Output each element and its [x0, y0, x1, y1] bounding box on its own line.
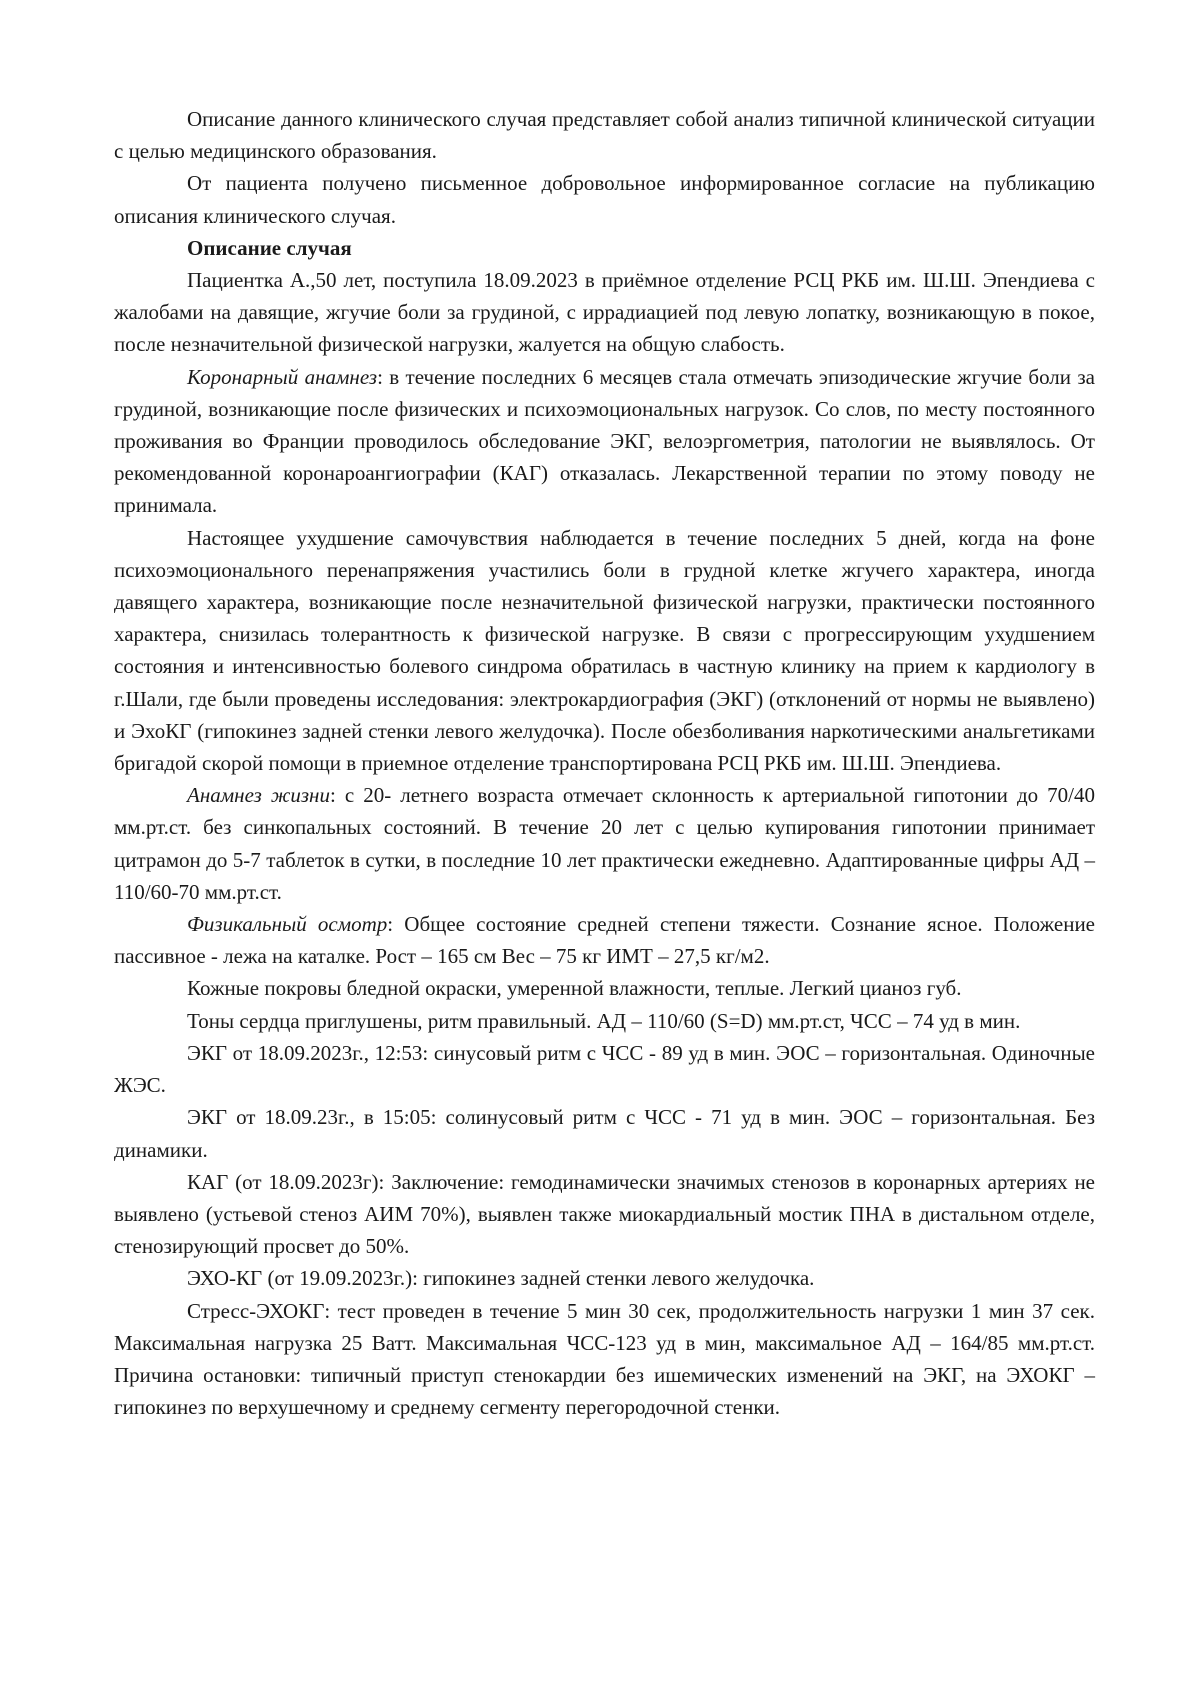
life-history-label: Анамнез жизни — [187, 783, 330, 808]
paragraph-physical-exam — [114, 908, 1095, 972]
paragraph-ecg-1: ЭКГ от 18.09.2023г., 12:53: синусовый ритм с ЧСС - 89 уд в мин. ЭОС – горизонтальная. Одиночные ЖЭС. — [114, 1040, 1095, 1098]
coronary-history-text: : в течение последних 6 месяцев стала отмечать эпизодические жгучие боли за грудиной, возникающие после физических и психоэмоциональных нагрузок. Со слов, по месту постоянного проживания во Франции проводилось обследование ЭКГ, велоэргометрия, патологии не выявлялось. От рекомендованной коронароангиографии (КАГ) отказалась. Лекарственной терапии по этому поводу не принимала. — [114, 364, 1095, 518]
paragraph-present-illness: Настоящее ухудшение самочувствия наблюдается в течение последних 5 дней, когда на фоне психоэмоционального перенапряжения участились боли в грудной клетке жгучего характера, иногда давящего характера, возникающие после незначительной физической нагрузки, практически постоянного характера, снизилась толерантность к физической нагрузке. В связи с прогрессирующим ухудшением состояния и интенсивностью болевого синдрома обратилась в частную клинику на прием к кардиологу в г.Шали, где были проведены исследования: электрокардиография (ЭКГ) (отклонений от нормы не выявлено) и ЭхоКГ (гипокинез задней стенки левого желудочка). После обезболивания наркотическими анальгетиками бригадой скорой помощи в приемное отделение транспортирована РСЦ РКБ им. Ш.Ш. Эпендиева. — [114, 525, 1095, 776]
paragraph-ecg-2: ЭКГ от 18.09.23г., в 15:05: солинусовый ритм с ЧСС - 71 уд в мин. ЭОС – горизонтальная. Без динамики. — [114, 1105, 1095, 1162]
coronary-history-label: Коронарный анамнез — [187, 364, 378, 389]
physical-exam-text: : Общее состояние средней степени тяжести. Сознание ясное. Положение пассивное - лежа на каталке. Рост – 165 см Вес – 75 кг ИМТ – 27,5 кг/м2. — [114, 912, 1095, 969]
document-page — [114, 103, 1095, 1423]
paragraph-admission: Пациентка А.,50 лет, поступила 18.09.2023 в приёмное отделение РСЦ РКБ им. Ш.Ш. Эпендиева с жалобами на давящие, жгучие боли за грудиной, с иррадиацией под левую лопатку, возникающую в покое, после незначительной физической нагрузки, жалуется на общую слабость. — [114, 268, 1095, 357]
physical-exam-label: Физикальный осмотр — [187, 912, 388, 937]
section-heading: Описание случая — [187, 235, 352, 260]
paragraph-skin: Кожные покровы бледной окраски, умеренной влажности, теплые. Легкий цианоз губ. — [187, 976, 962, 1001]
paragraph-consent: От пациента получено письменное добровольное информированное согласие на публикацию описания клинического случая. — [114, 171, 1095, 228]
paragraph-intro: Описание данного клинического случая представляет собой анализ типичной клинической ситуации с целью медицинского образования. — [114, 107, 1095, 164]
paragraph-coronary-history — [114, 361, 1095, 522]
paragraph-angiography: КАГ (от 18.09.2023г): Заключение: гемодинамически значимых стенозов в коронарных артериях не выявлено (устьевой стеноз АИМ 70%), выявлен также миокардиальный мостик ПНА в дистальном отделе, стенозирующий просвет до 50%. — [114, 1169, 1095, 1259]
paragraph-echo: ЭХО-КГ (от 19.09.2023г.): гипокинез задней стенки левого желудочка. — [187, 1266, 815, 1291]
paragraph-life-history — [114, 779, 1095, 908]
paragraph-stress-echo: Стресс-ЭХОКГ: тест проведен в течение 5 мин 30 сек, продолжительность нагрузки 1 мин 37 сек. Максимальная нагрузка 25 Ватт. Максимальная ЧСС-123 уд в мин, максимальное АД – 164/85 мм.рт.ст. Причина остановки: типичный приступ стенокардии без ишемических изменений на ЭКГ, на ЭХОКГ – гипокинез по верхушечному и среднему сегменту перегородочной стенки. — [114, 1298, 1095, 1420]
paragraph-heart: Тоны сердца приглушены, ритм правильный. АД – 110/60 (S=D) мм.рт.ст, ЧСС – 74 уд в мин. — [187, 1008, 1021, 1033]
life-history-text: : с 20- летнего возраста отмечает склонность к артериальной гипотонии до 70/40 мм.рт.ст. без синкопальных состояний. В течение 20 лет с целью купирования гипотонии принимает цитрамон до 5-7 таблеток в сутки, в последние 10 лет практически ежедневно. Адаптированные цифры АД – 110/60-70 мм.рт.ст. — [114, 783, 1095, 904]
